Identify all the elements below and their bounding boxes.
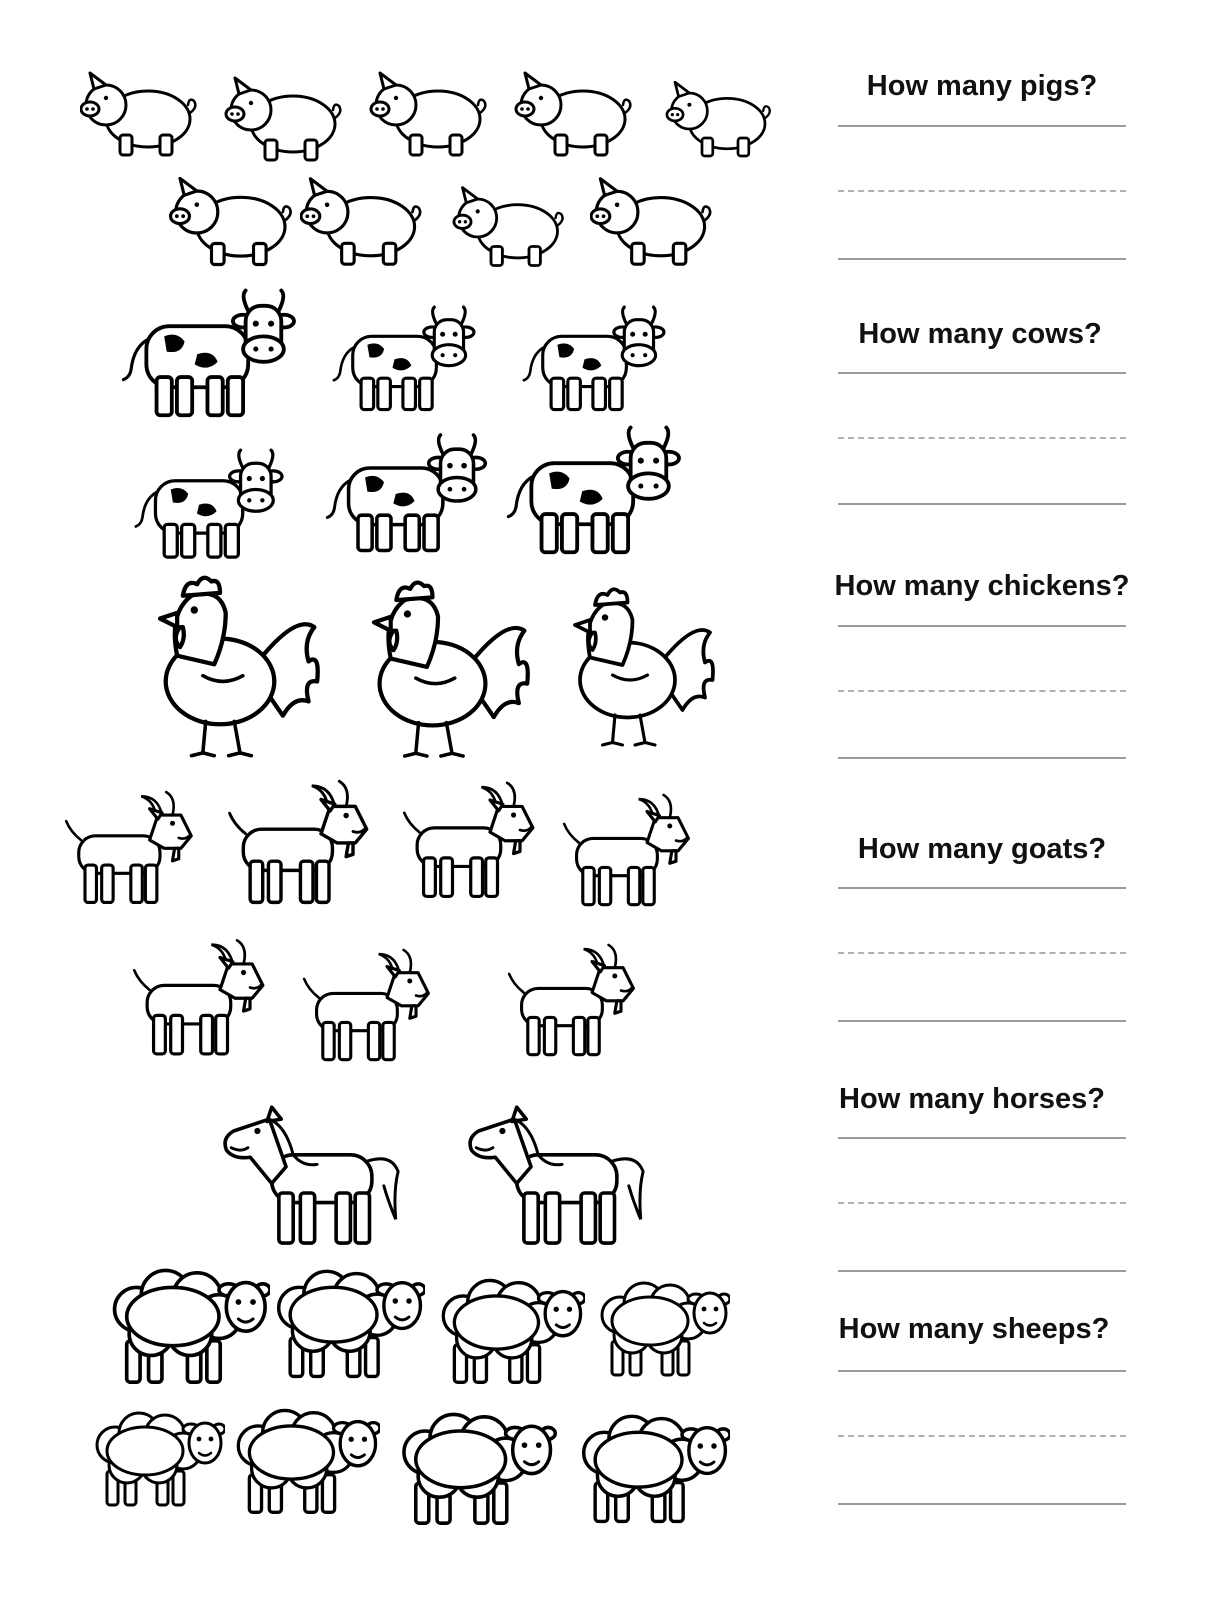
goat-group xyxy=(66,781,688,1060)
chicken-group xyxy=(160,578,713,756)
goat-illustration xyxy=(134,940,263,1054)
answer-line-top[interactable] xyxy=(838,125,1126,127)
goat-illustration xyxy=(564,795,688,905)
sheep-illustration xyxy=(602,1283,730,1375)
goat-illustration xyxy=(66,792,191,902)
answer-line-bottom[interactable] xyxy=(838,757,1126,759)
answer-line-bottom[interactable] xyxy=(838,258,1126,260)
answer-line-bottom[interactable] xyxy=(838,503,1126,505)
horse-illustration xyxy=(470,1107,643,1243)
cow-illustration xyxy=(123,291,294,416)
answer-line-bottom[interactable] xyxy=(838,1270,1126,1272)
horse-group xyxy=(225,1107,643,1243)
answer-line-middle xyxy=(838,1435,1126,1437)
answer-line-bottom[interactable] xyxy=(838,1020,1126,1022)
question-sheeps: How many sheeps? xyxy=(838,1313,1110,1345)
pig-illustration xyxy=(667,82,770,156)
answer-line-middle xyxy=(838,1202,1126,1204)
answer-line-top[interactable] xyxy=(838,625,1126,627)
cow-illustration xyxy=(508,428,679,553)
chicken-illustration xyxy=(374,583,528,757)
answer-line-top[interactable] xyxy=(838,1137,1126,1139)
pig-illustration xyxy=(226,78,340,160)
sheep-group xyxy=(97,1270,730,1523)
cow-illustration xyxy=(327,435,485,551)
question-cows: How many cows? xyxy=(858,318,1102,350)
answer-line-middle xyxy=(838,690,1126,692)
answer-line-middle xyxy=(838,437,1126,439)
chicken-illustration xyxy=(160,578,318,756)
answer-line-top[interactable] xyxy=(838,887,1126,889)
pig-illustration xyxy=(371,73,485,155)
goat-illustration xyxy=(230,781,367,902)
sheep-illustration xyxy=(584,1416,730,1521)
goat-illustration xyxy=(404,783,533,897)
answer-line-middle xyxy=(838,190,1126,192)
question-horses: How many horses? xyxy=(839,1083,1105,1115)
sheep-illustration xyxy=(279,1271,425,1376)
sheep-illustration xyxy=(238,1410,380,1512)
answer-line-top[interactable] xyxy=(838,1370,1126,1372)
answer-line-middle xyxy=(838,952,1126,954)
pig-illustration xyxy=(81,73,195,155)
goat-illustration xyxy=(304,950,428,1060)
pig-illustration xyxy=(591,179,710,264)
cow-illustration xyxy=(136,450,282,557)
question-goats: How many goats? xyxy=(857,833,1107,865)
answer-line-bottom[interactable] xyxy=(838,1503,1126,1505)
pig-illustration xyxy=(454,188,563,266)
sheep-illustration xyxy=(97,1413,225,1505)
pig-illustration xyxy=(516,73,630,155)
chicken-illustration xyxy=(575,589,713,745)
question-pigs: How many pigs? xyxy=(866,70,1098,102)
cow-illustration xyxy=(524,307,664,409)
sheep-illustration xyxy=(404,1414,555,1523)
question-chickens: How many chickens? xyxy=(834,570,1130,602)
goat-illustration xyxy=(509,945,633,1055)
cow-group xyxy=(123,291,679,558)
pig-group xyxy=(81,73,770,266)
pig-illustration xyxy=(301,179,420,264)
answer-line-top[interactable] xyxy=(838,372,1126,374)
cow-illustration xyxy=(334,307,474,409)
sheep-illustration xyxy=(115,1270,270,1382)
pig-illustration xyxy=(171,178,291,264)
horse-illustration xyxy=(225,1107,398,1243)
sheep-illustration xyxy=(443,1280,585,1382)
